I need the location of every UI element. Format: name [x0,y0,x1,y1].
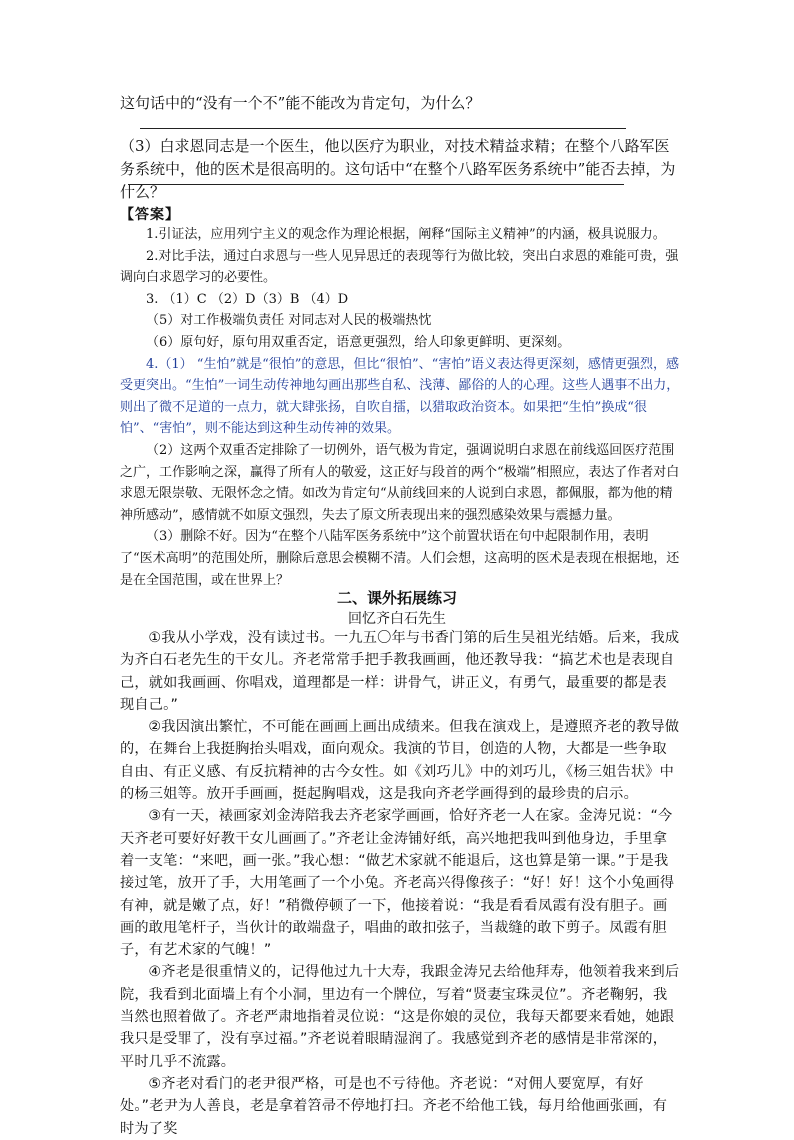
answer-block [120,224,680,591]
article-paragraph-4: ④齐老是很重情义的，记得他过九十大寿，我跟金涛兄去给他拜寿，他领着我来到后院，我看到北面墙上有个小洞，里边有一个牌位，写着“贤妻宝珠灵位”。齐老鞠躬，我当然也照着做了。齐老严肃地指着灵位说：“这是你娘的灵位，我每天都要来看她，她跟我只是受罪了，没有享过福。”齐老说着眼睛湿润了。我感觉到齐老的感情是非常深的，平时几乎不流露。 [120,964,680,1070]
answer-item-4-2: （2）这两个双重否定排除了一切例外，语气极为肯定，强调说明白求恩在前线巡回医疗范围之广，工作影响之深，赢得了所有人的敬爱，这正好与段首的两个“极端”相照应，表达了作者对白求恩无限崇敬、无限怀念之情。如改为肯定句“从前线回来的人说到白求恩，都佩服，都为他的精神所感动”，感情就不如原文强烈，失去了原文所表现出来的强烈感染效果与震撼力量。 [120,442,680,523]
question-3: （3）白求恩同志是一个医生，他以医疗为职业，对技术精益求精；在整个八路军医务系统中，他的医术是很高明的。这句话中“在整个八路军医务系统中”能否去掉，为什么？ [120,137,676,201]
answer-item-1: 1.引证法，应用列宁主义的观念作为理论根据，阐释“国际主义精神”的内涵，极具说服力。 [146,227,666,242]
article-paragraph-5: ⑤齐老对看门的老尹很严格，可是也不亏待他。齐老说：“对佣人要宽厚，有好处。”老尹为人善良，老是拿着笤帚不停地打扫。齐老不给他工钱，每月给他画张画，有时为了奖 [120,1075,668,1137]
answer-item-3-5: （5）对工作极端负责任 对同志对人民的极端热忱 [146,313,432,329]
answer-item-2: 2.对比手法，通过白求恩与一些人见异思迁的表现等行为做比较，突出白求恩的难能可贵，强调向白求恩学习的必要性。 [120,248,679,286]
question-2-tail: 这句话中的“没有一个不”能不能改为肯定句，为什么？ [120,94,481,112]
article-paragraph-3: ③有一天，裱画家刘金涛陪我去齐老家学画画，恰好齐老一人在家。金涛兄说：“今天齐老可要好好教干女儿画画了。”齐老让金涛铺好纸，高兴地把我叫到他身边，手里拿着一支笔：“来吧，画一张。”我心想：“做艺术家就不能退后，这也算是第一课。”于是我接过笔，放开了手，大用笔画了一个小兔。齐老高兴得像孩子：“好！好！这个小兔画得有神，就是嫩了点，好！”稍微停顿了一下，他接着说：“我是看看凤霞有没有胆子。画画的敢甩笔杆子，当伙计的敢端盘子，唱曲的敢扣弦子，当裁缝的敢下剪子。凤霞有胆子，有艺术家的气魄！” [120,808,675,959]
answer-line-2 [128,184,624,185]
article-paragraph-2: ②我因演出繁忙，不可能在画画上画出成绩来。但我在演戏上，是遵照齐老的教导做的，在舞台上我挺胸抬头唱戏，面向观众。我演的节目，创造的人物，大都是一些争取自由、有正义感、有反抗精神的古今女性。如《刘巧儿》中的刘巧儿，《杨三姐告状》中的杨三姐等。放开手画画，挺起胸唱戏，这是我向齐老学画得到的最珍贵的启示。 [120,719,680,803]
answer-item-3: 3. （1）C （2）D（3）B （4）D [146,291,349,307]
section-title: 二、课外拓展练习 [336,589,457,607]
answer-heading: 【答案】 [120,207,180,223]
answer-item-4-1: 4.（1） “生怕”就是“很怕”的意思，但比“很怕”、“害怕”语义表达得更深刻，感情更强烈，感受更突出。“生怕”一词生动传神地勾画出那些自私、浅薄、鄙俗的人的心理。这些人遇事不出力，则出了微不足道的一点力，就大肆张扬，自吹自擂，以猎取政治资本。如果把“生怕”换成“很怕”、“害怕”，则不能达到这种生动传神的效果。 [120,356,680,437]
article-title: 回忆齐白石先生 [348,611,446,627]
answer-item-4-3: （3）删除不好。因为“在整个八陆军医务系统中”这个前置状语在句中起限制作用，表明了“医术高明”的范围处所，删除后意思会模糊不清。人们会想，这高明的医术是表现在根据地，还是在全国范围，或在世界上？ [120,529,680,588]
answer-line-1 [140,128,626,129]
article-paragraph-1: ①我从小学戏，没有读过书。一九五〇年与书香门第的后生吴祖光结婚。后来，我成为齐白石老先生的干女儿。齐老常常手把手教我画画，他还教导我：“搞艺术也是表现自己，就如我画画、你唱戏，道理都是一样：讲骨气，讲正义，有勇气，最重要的都是表现自己。” [120,630,680,713]
article-body [120,627,680,1140]
answer-item-3-6: （6）原句好，原句用双重否定，语意更强烈，给人印象更鲜明、更深刻。 [146,334,571,350]
